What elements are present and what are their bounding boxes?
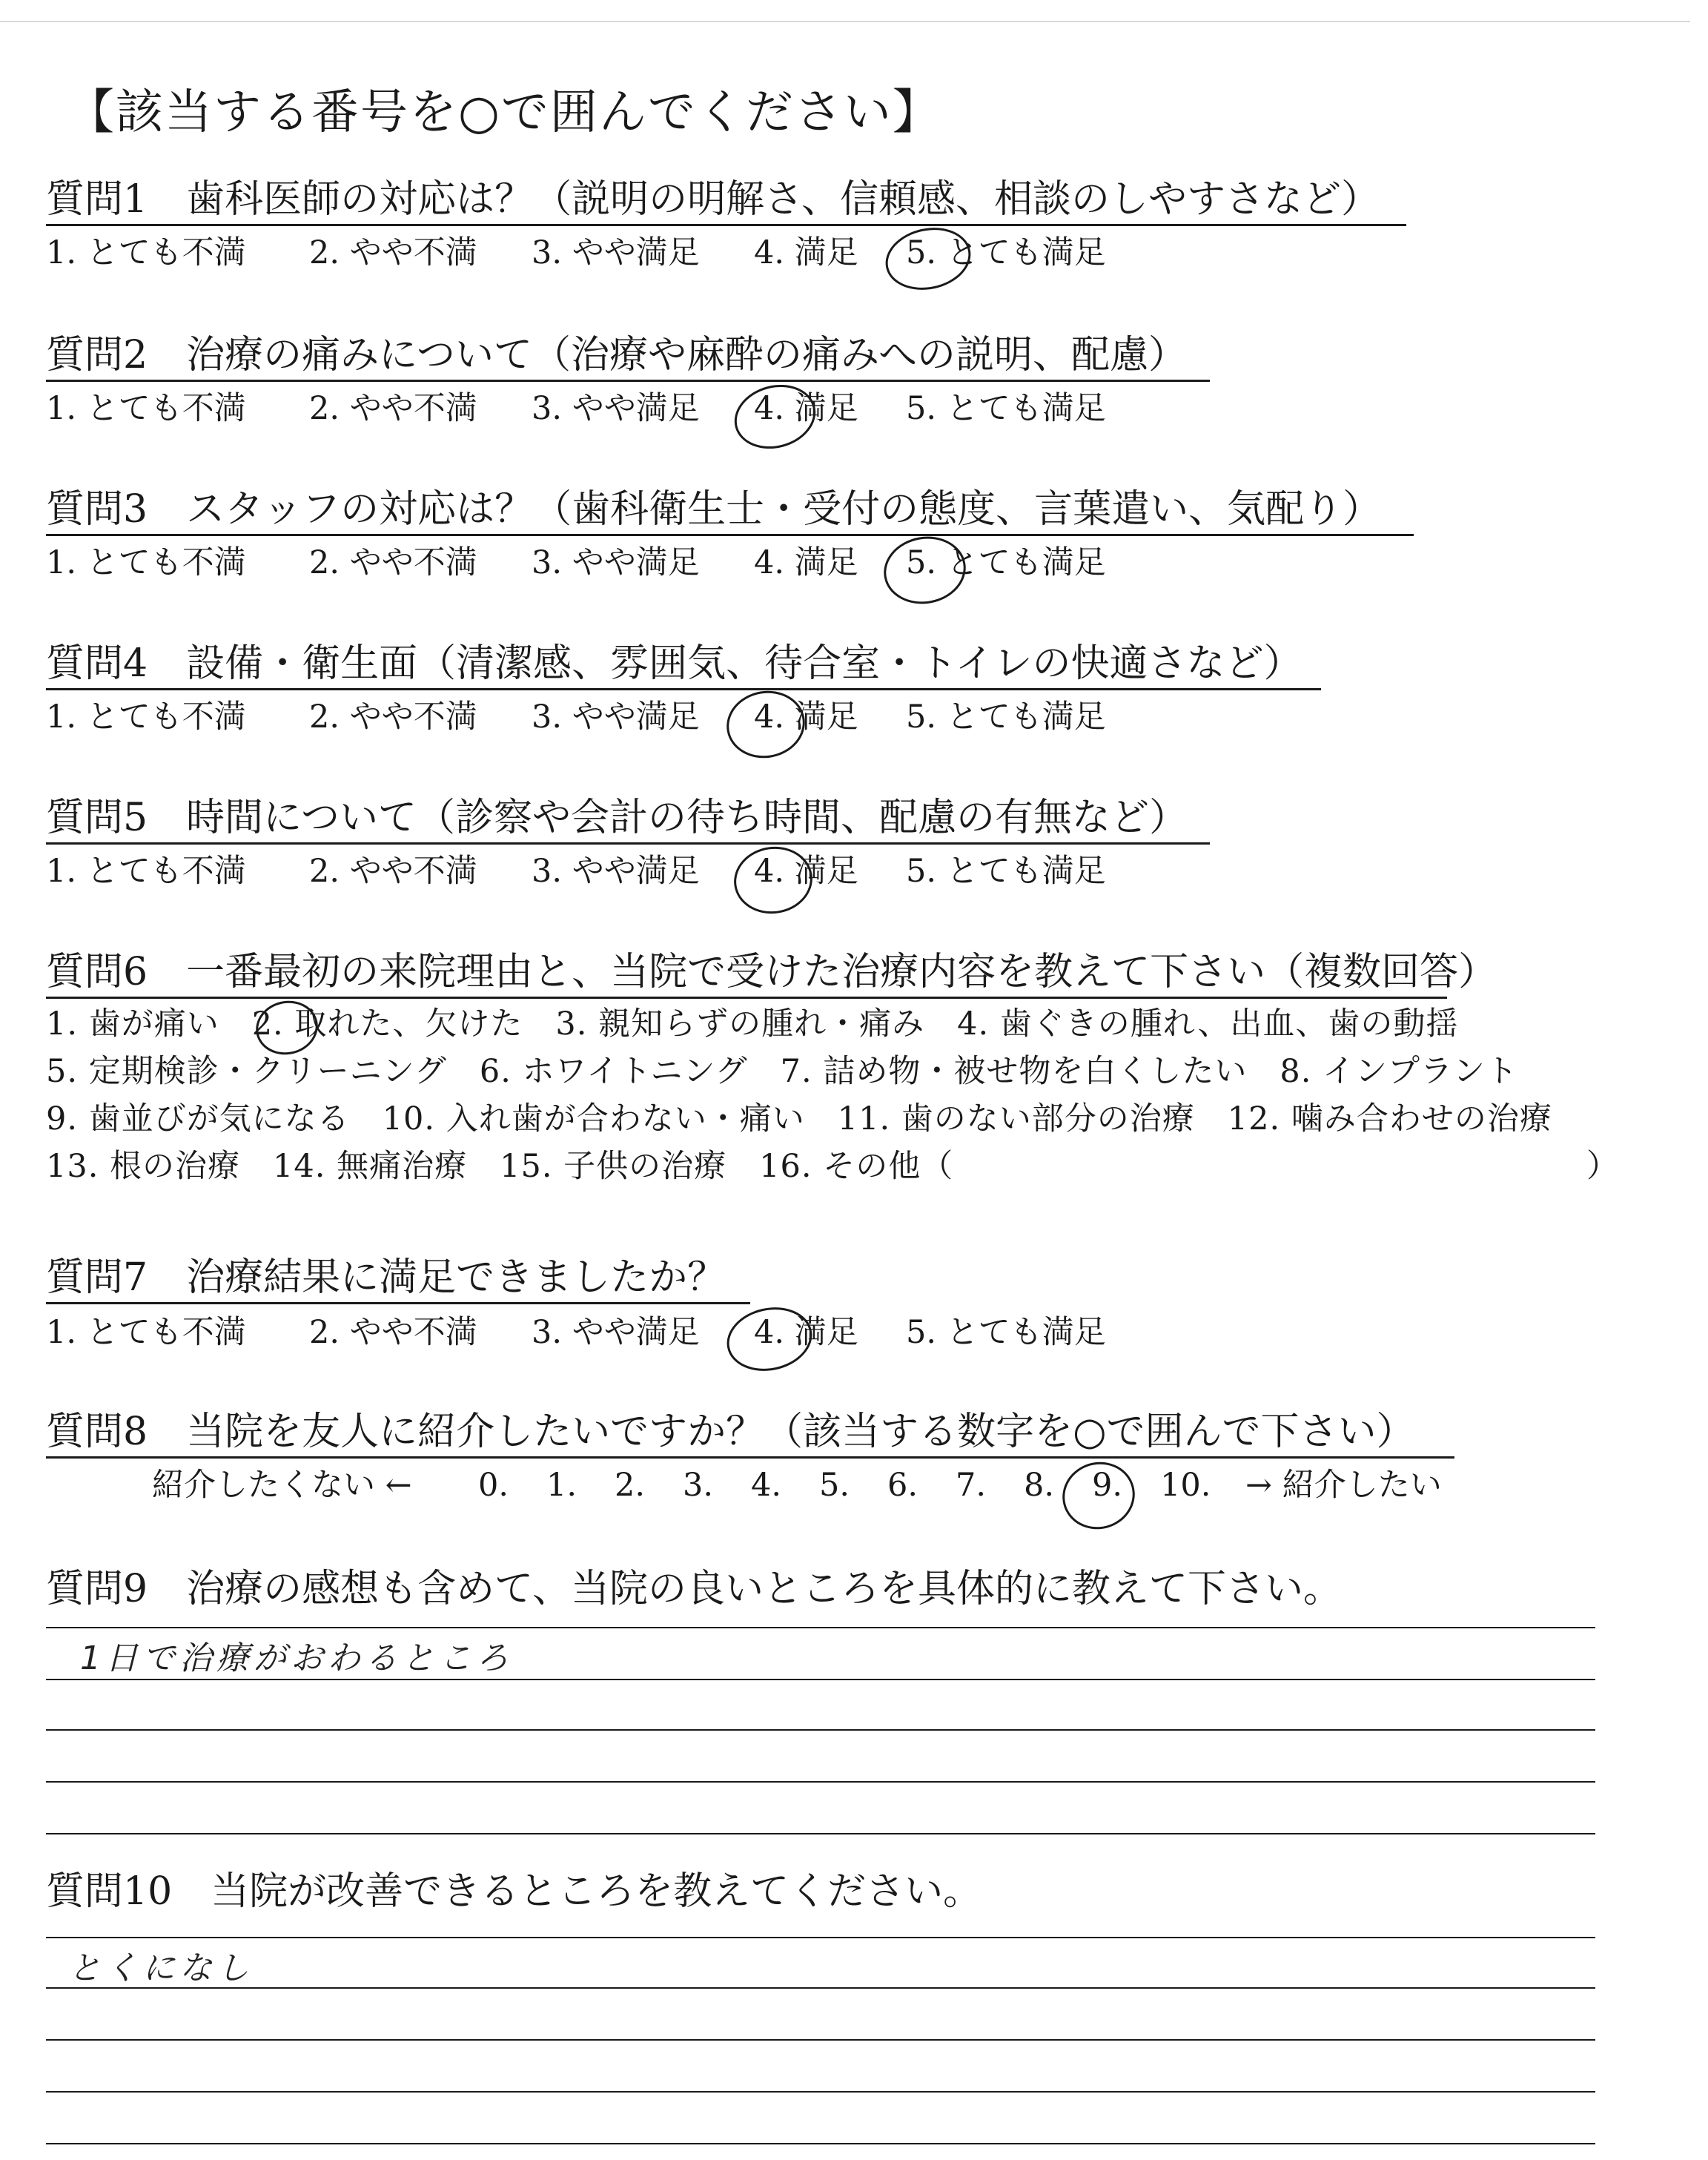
answer-line <box>46 1833 1595 1834</box>
question-4-title: 質問4 設備・衛生面（清潔感、雰囲気、待合室・トイレの快適さなど） <box>46 641 1302 686</box>
answer-line <box>46 1781 1595 1783</box>
nps-3[interactable]: 3. <box>683 1467 714 1504</box>
option-4[interactable]: 4. 満足 <box>754 234 858 271</box>
answer-line <box>46 2091 1595 2093</box>
q6-option-row-3[interactable]: 9. 歯並びが気になる 10. 入れ歯が合わない・痛い 11. 歯のない部分の治療 12. 噛み合わせの治療 <box>46 1100 1552 1137</box>
nps-2[interactable]: 2. <box>615 1467 646 1504</box>
question-1-underline <box>46 224 1406 226</box>
q6-option-row-1[interactable]: 1. 歯が痛い 2. 取れた、欠けた 3. 親知らずの腫れ・痛み 4. 歯ぐきの腫れ、出血、歯の動揺 <box>46 1005 1459 1043</box>
answer-line <box>46 1937 1595 1938</box>
question-8-title: 質問8 当院を友人に紹介したいですか？（該当する数字を○で囲んで下さい） <box>46 1410 1415 1454</box>
q6-option-row-2[interactable]: 5. 定期検診・クリーニング 6. ホワイトニング 7. 詰め物・被せ物を白くしたい 8. インプラント <box>46 1053 1519 1090</box>
scale-right-label: → 紹介したい <box>1245 1467 1442 1504</box>
option-4[interactable]: 4. 満足 <box>754 853 858 890</box>
option-2[interactable]: 2. やや不満 <box>309 853 477 890</box>
answer-line <box>46 1679 1595 1680</box>
option-3[interactable]: 3. やや満足 <box>532 853 700 890</box>
nps-8[interactable]: 8. <box>1024 1467 1055 1504</box>
option-2[interactable]: 2. やや不満 <box>309 234 477 271</box>
nps-5[interactable]: 5. <box>819 1467 850 1504</box>
option-5[interactable]: 5. とても満足 <box>906 853 1106 890</box>
scale-left-label: 紹介したくない ← <box>152 1467 412 1504</box>
handwritten-answer[interactable]: とくになし <box>68 1949 254 1987</box>
nps-4[interactable]: 4. <box>751 1467 782 1504</box>
nps-7[interactable]: 7. <box>956 1467 987 1504</box>
question-3-underline <box>46 534 1414 536</box>
question-8-underline <box>46 1456 1454 1459</box>
option-2[interactable]: 2. やや不満 <box>309 1314 477 1351</box>
top-border-line <box>0 21 1690 22</box>
nps-1[interactable]: 1. <box>546 1467 577 1504</box>
option-1[interactable]: 1. とても不満 <box>46 544 246 581</box>
option-5[interactable]: 5. とても満足 <box>906 234 1106 271</box>
question-3-options <box>46 544 1454 581</box>
nps-10[interactable]: 10. <box>1160 1467 1211 1504</box>
option-5[interactable]: 5. とても満足 <box>906 544 1106 581</box>
option-2[interactable]: 2. やや不満 <box>309 390 477 427</box>
question-10-title: 質問10 当院が改善できるところを教えてください。 <box>46 1869 982 1914</box>
option-3[interactable]: 3. やや満足 <box>532 234 700 271</box>
selection-circle <box>878 530 971 610</box>
option-4[interactable]: 4. 満足 <box>754 544 858 581</box>
nps-9[interactable]: 9. <box>1092 1467 1123 1504</box>
question-7-options <box>46 1314 1454 1351</box>
option-1[interactable]: 1. とても不満 <box>46 390 246 427</box>
answer-line <box>46 2039 1595 2041</box>
question-5-options <box>46 853 1454 890</box>
question-1-title: 質問1 歯科医師の対応は？（説明の明解さ、信頼感、相談のしやすさなど） <box>46 177 1380 222</box>
answer-line <box>46 1627 1595 1628</box>
option-2[interactable]: 2. やや不満 <box>309 698 477 736</box>
nps-6[interactable]: 6. <box>887 1467 918 1504</box>
option-1[interactable]: 1. とても不満 <box>46 234 246 271</box>
question-8-scale <box>152 1467 1486 1504</box>
option-4[interactable]: 4. 満足 <box>754 1314 858 1351</box>
answer-line <box>46 2143 1595 2144</box>
answer-line <box>46 1729 1595 1731</box>
option-1[interactable]: 1. とても不満 <box>46 853 246 890</box>
option-3[interactable]: 3. やや満足 <box>532 1314 700 1351</box>
selection-circle <box>1055 1454 1142 1537</box>
answer-line <box>46 1987 1595 1989</box>
option-5[interactable]: 5. とても満足 <box>906 390 1106 427</box>
q6-option-row-4[interactable]: 13. 根の治療 14. 無痛治療 15. 子供の治療 16. その他（ <box>46 1148 954 1185</box>
selection-circle <box>721 684 810 764</box>
option-3[interactable]: 3. やや満足 <box>532 390 700 427</box>
question-4-underline <box>46 688 1321 690</box>
option-5[interactable]: 5. とても満足 <box>906 698 1106 736</box>
option-1[interactable]: 1. とても不満 <box>46 1314 246 1351</box>
question-1-options <box>46 234 1454 271</box>
option-5[interactable]: 5. とても満足 <box>906 1314 1106 1351</box>
question-5-underline <box>46 842 1210 845</box>
selection-circle <box>721 1300 818 1378</box>
question-9-title: 質問9 治療の感想も含めて、当院の良いところを具体的に教えて下さい。 <box>46 1567 1343 1611</box>
question-6-underline <box>46 997 1447 999</box>
question-7-underline <box>46 1302 750 1304</box>
question-2-options <box>46 390 1454 427</box>
question-6-title: 質問6 一番最初の来院理由と、当院で受けた治療内容を教えて下さい（複数回答） <box>46 950 1497 994</box>
option-4[interactable]: 4. 満足 <box>754 698 858 736</box>
option-2[interactable]: 2. やや不満 <box>309 544 477 581</box>
nps-0[interactable]: 0. <box>478 1467 509 1504</box>
q6-close-paren: ） <box>1586 1148 1618 1185</box>
handwritten-answer[interactable]: 1日で治療がおわるところ <box>80 1639 513 1677</box>
selection-circle <box>880 220 977 297</box>
question-4-options <box>46 698 1454 736</box>
question-2-underline <box>46 380 1210 382</box>
option-4[interactable]: 4. 満足 <box>754 390 858 427</box>
question-7-title: 質問7 治療結果に満足できましたか？ <box>46 1255 726 1300</box>
option-3[interactable]: 3. やや満足 <box>532 544 700 581</box>
question-2-title: 質問2 治療の痛みについて（治療や麻酔の痛みへの説明、配慮） <box>46 333 1188 377</box>
selection-circle <box>727 376 823 458</box>
question-3-title: 質問3 スタッフの対応は？（歯科衛生士・受付の態度、言葉遣い、気配り） <box>46 487 1382 532</box>
page-heading: 【該当する番号を○で囲んでください】 <box>67 85 941 140</box>
option-1[interactable]: 1. とても不満 <box>46 698 246 736</box>
option-3[interactable]: 3. やや満足 <box>532 698 700 736</box>
question-5-title: 質問5 時間について（診察や会計の待ち時間、配慮の有無など） <box>46 796 1188 840</box>
